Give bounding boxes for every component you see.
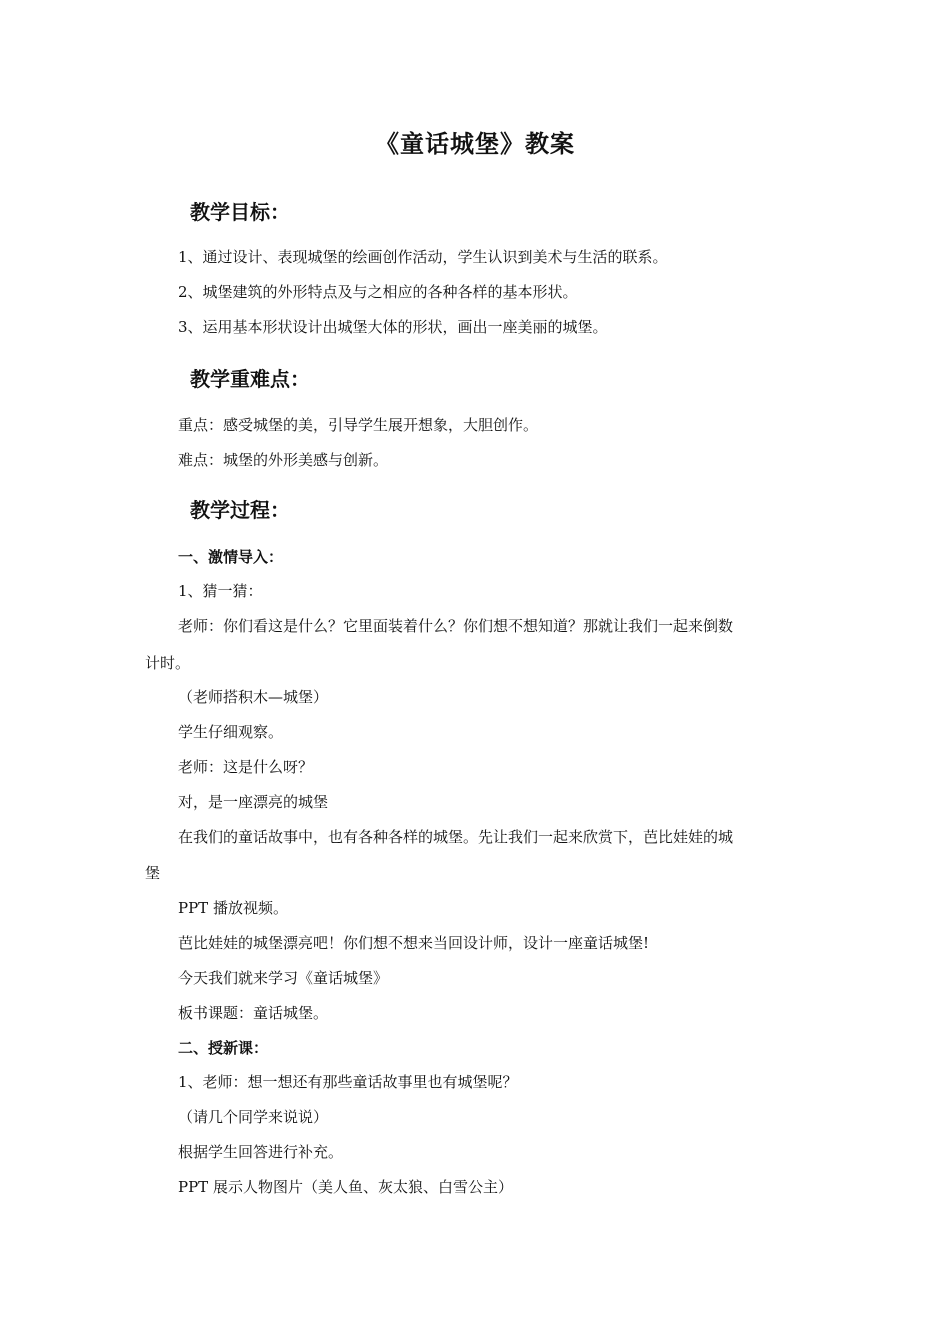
- paragraph-line: （老师搭积木—城堡）: [178, 688, 329, 706]
- paragraph-line: 芭比娃娃的城堡漂亮吧！你们想不想来当回设计师，设计一座童话城堡!: [178, 934, 650, 952]
- paragraph-line: PPT 展示人物图片（美人鱼、灰太狼、白雪公主）: [178, 1178, 513, 1196]
- paragraph-line: （请几个同学来说说）: [178, 1108, 329, 1126]
- paragraph-line: 堡: [145, 864, 161, 882]
- key-point: 重点：感受城堡的美，引导学生展开想象，大胆创作。: [178, 416, 539, 434]
- paragraph-line: 老师：这是什么呀？: [178, 758, 314, 776]
- paragraph-line: 学生仔细观察。: [178, 723, 284, 741]
- paragraph-line: 1、老师：想一想还有那些童话故事里也有城堡呢？: [178, 1073, 518, 1091]
- paragraph-line: 计时。: [145, 654, 191, 672]
- paragraph-line: 对，是一座漂亮的城堡: [178, 793, 329, 811]
- paragraph-line: 根据学生回答进行补充。: [178, 1143, 344, 1161]
- paragraph-line: 在我们的童话故事中，也有各种各样的城堡。先让我们一起来欣赏下，芭比娃娃的城: [178, 828, 734, 846]
- paragraph-line: PPT 播放视频。: [178, 899, 288, 917]
- key-points-heading: 教学重难点：: [190, 367, 310, 391]
- key-point: 难点：城堡的外形美感与创新。: [178, 451, 389, 469]
- part2-heading: 二、授新课：: [178, 1039, 269, 1057]
- process-heading: 教学过程：: [190, 498, 290, 522]
- paragraph-line: 1、猜一猜：: [178, 582, 263, 600]
- part1-heading: 一、激情导入：: [178, 548, 284, 566]
- goal-item: 3、运用基本形状设计出城堡大体的形状，画出一座美丽的城堡。: [178, 318, 608, 336]
- goal-item: 1、通过设计、表现城堡的绘画创作活动，学生认识到美术与生活的联系。: [178, 248, 668, 266]
- goals-heading: 教学目标：: [190, 200, 290, 224]
- paragraph-line: 今天我们就来学习《童话城堡》: [178, 969, 389, 987]
- paragraph-line: 老师：你们看这是什么？它里面装着什么？你们想不想知道？那就让我们一起来倒数: [178, 617, 734, 635]
- goal-item: 2、城堡建筑的外形特点及与之相应的各种各样的基本形状。: [178, 283, 578, 301]
- paragraph-line: 板书课题：童话城堡。: [178, 1004, 329, 1022]
- document-title: 《童话城堡》教案: [375, 130, 575, 158]
